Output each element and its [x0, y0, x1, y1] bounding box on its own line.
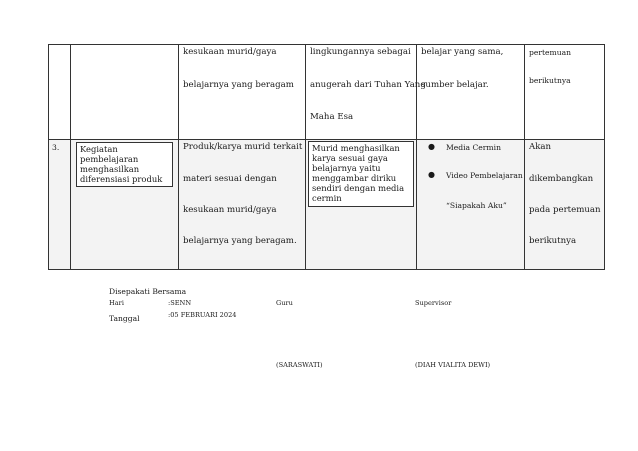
supervisor-name: (DIAH VIALITA DEWI): [415, 361, 491, 369]
followup-cell: [525, 140, 605, 270]
day-value: :SENN: [168, 299, 192, 307]
number-cell: [49, 140, 71, 270]
agreement-heading: Disepakati Bersama: [109, 287, 187, 296]
cell-text: belajarnya yang beragam: [183, 80, 294, 90]
media-item: Video Pembelajaran: [446, 171, 523, 180]
cell-text: Maha Esa: [310, 112, 354, 122]
cell-text: kesukaan murid/gaya: [183, 47, 277, 57]
guru-name: (SARASWATI): [276, 361, 323, 369]
cell-text: lingkungannya sebagai: [310, 47, 411, 57]
product-cell: [179, 45, 306, 140]
cell-text: sumber belajar.: [421, 80, 489, 90]
lesson-table: [48, 44, 605, 270]
date-value: :05 FEBRUARI 2024: [168, 311, 237, 319]
number-cell: [49, 45, 71, 140]
cell-text: dikembangkan: [529, 174, 594, 184]
followup-cell: [525, 45, 605, 140]
cell-text: Produk/karya murid terkait: [183, 142, 303, 152]
cell-text: Akan: [529, 142, 552, 152]
cell-text: pada pertemuan: [529, 205, 601, 215]
cell-text: belajar yang sama,: [421, 47, 504, 57]
table-row: [49, 45, 605, 140]
activity-cell: [71, 45, 179, 140]
cell-text: pertemuan: [529, 48, 572, 57]
cell-text: berikutnya: [529, 76, 571, 85]
cell-text: materi sesuai dengan: [183, 174, 277, 184]
outcome-cell: [306, 140, 417, 270]
activity-cell: [71, 140, 179, 270]
cell-text: kesukaan murid/gaya: [183, 205, 277, 215]
product-cell: [179, 140, 306, 270]
date-label: Tanggal: [109, 314, 140, 323]
cell-text: belajarnya yang beragam.: [183, 236, 297, 246]
media-quote: “Siapakah Aku”: [446, 201, 507, 210]
media-cell: [417, 45, 525, 140]
media-cell: [417, 140, 525, 270]
table-row: [49, 140, 605, 270]
bullet-icon: ●: [428, 142, 435, 151]
media-item: Media Cermin: [446, 143, 501, 152]
bullet-icon: ●: [428, 170, 435, 179]
day-label: Hari: [109, 299, 124, 307]
guru-label: Guru: [276, 299, 293, 307]
row-number: 3.: [52, 143, 60, 152]
outcome-box: Murid menghasilkan karya sesuai gaya belajarnya yaitu menggambar diriku sendiri dengan media cermin: [308, 141, 414, 207]
outcome-cell: [306, 45, 426, 140]
cell-text: anugerah dari Tuhan Yang: [310, 80, 426, 90]
supervisor-label: Supervisor: [415, 299, 452, 307]
activity-box: Kegiatan pembelajaran menghasilkan diferensiasi produk: [76, 142, 173, 187]
cell-text: berikutnya: [529, 236, 577, 246]
